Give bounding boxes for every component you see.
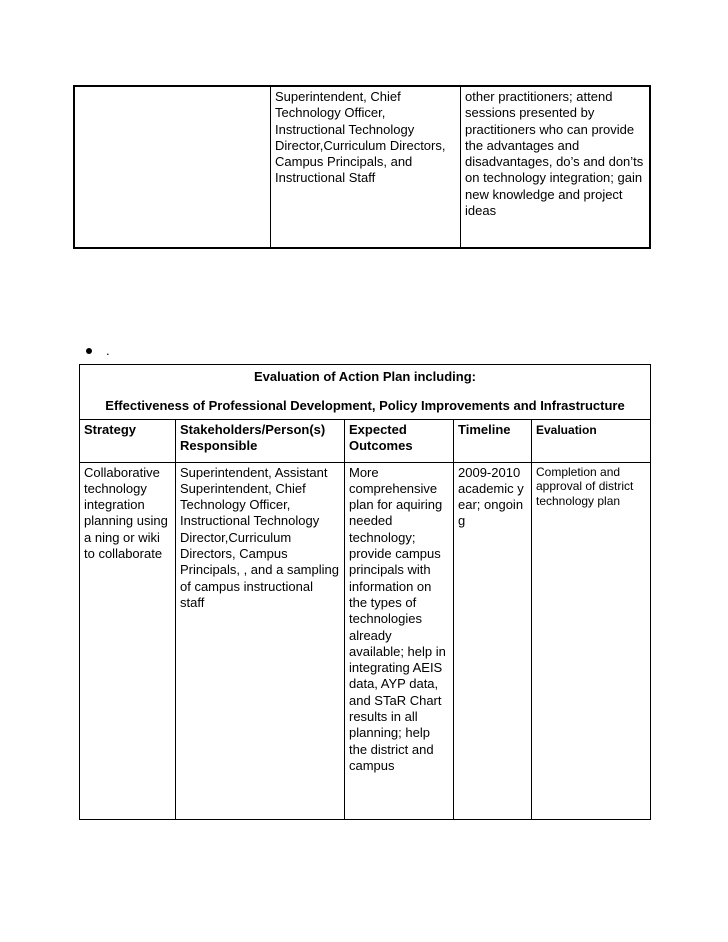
- header-outcomes: Expected Outcomes: [345, 419, 454, 462]
- table-row: [80, 462, 651, 819]
- table-title: Evaluation of Action Plan including:: [254, 369, 476, 384]
- cell-stakeholders: Superintendent, Assistant Superintendent, Chief Technology Officer, Instructional Technology Director,Curriculum Directors, Campus Principals, , and a sampling of campus instructional staff: [176, 462, 345, 819]
- header-strategy: Strategy: [80, 419, 176, 462]
- header-timeline: Timeline: [454, 419, 532, 462]
- evaluation-table: [79, 364, 651, 820]
- table-cell-empty: [74, 86, 271, 248]
- cell-timeline: 2009-2010 academic year; ongoing: [454, 462, 532, 819]
- table-subtitle: Effectiveness of Professional Development, Policy Improvements and Infrastructure: [105, 398, 625, 414]
- header-evaluation: Evaluation: [532, 419, 651, 462]
- cell-strategy: Collaborative technology integration planning using a ning or wiki to collaborate: [80, 462, 176, 819]
- bullet-text: .: [106, 343, 110, 358]
- table-cell-activities: other practitioners; attend sessions presented by practitioners who can provide the advantages and disadvantages, do’s and don’ts on technology integration; gain new knowledge and project ideas: [461, 86, 651, 248]
- table-header-row: [80, 419, 651, 462]
- table-title-row: [80, 365, 651, 420]
- header-stakeholders: Stakeholders/Person(s) Responsible: [176, 419, 345, 462]
- bullet-icon: [86, 348, 92, 354]
- table-row: [74, 86, 650, 248]
- table-title-cell: [80, 365, 651, 420]
- cell-evaluation: Completion and approval of district technology plan: [532, 462, 651, 819]
- action-plan-table-continued: [73, 85, 651, 249]
- table-cell-stakeholders: Superintendent, Chief Technology Officer, Instructional Technology Director,Curriculum Directors, Campus Principals, and Instructional Staff: [271, 86, 461, 248]
- cell-outcomes: More comprehensive plan for aquiring needed technology; provide campus principals with information on the types of technologies already available; help in integrating AEIS data, AYP data, and STaR Chart results in all planning; help the district and campus: [345, 462, 454, 819]
- bullet-item: [86, 343, 110, 359]
